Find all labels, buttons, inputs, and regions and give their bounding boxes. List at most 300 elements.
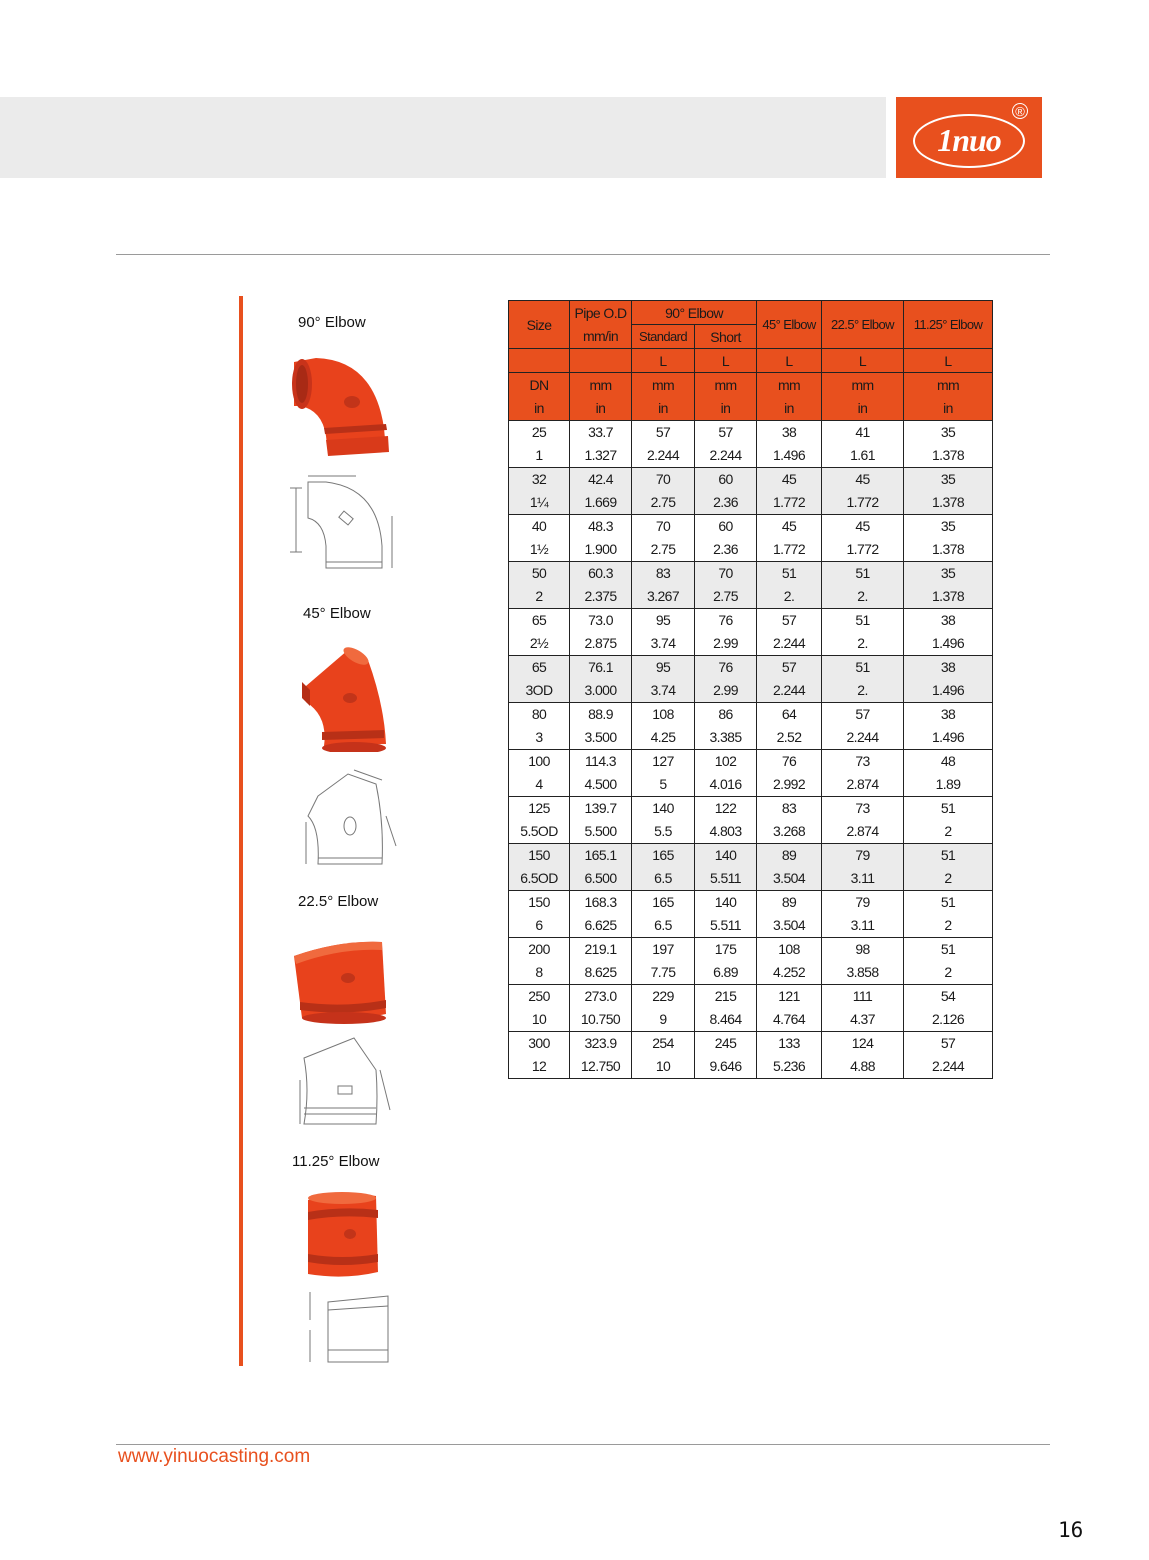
- cell-value: 4.37: [850, 1011, 875, 1027]
- cell-short: [695, 562, 757, 609]
- cell-value: 38: [940, 612, 956, 628]
- cell-value: 48.3: [588, 518, 613, 534]
- cell-value: 60: [718, 471, 733, 487]
- unit-11: [904, 373, 993, 421]
- cell-value: 2.244: [931, 1058, 965, 1074]
- cell-elbow-11: [904, 938, 993, 985]
- unit-mm: mm: [714, 376, 737, 393]
- cell-value: 9: [659, 1011, 667, 1027]
- cell-value: 139.7: [584, 800, 617, 816]
- table-row: [509, 656, 993, 703]
- cell-value: 1.772: [846, 494, 879, 510]
- cell-value: 1½: [529, 541, 549, 557]
- unit-in: in: [534, 399, 544, 416]
- cell-value: 86: [718, 706, 733, 722]
- header-standard: Standard: [632, 325, 695, 349]
- cell-value: 1.496: [931, 635, 965, 651]
- cell-value: 175: [714, 941, 737, 957]
- cell-value: 1.378: [931, 541, 965, 557]
- cell-elbow-45: [757, 750, 822, 797]
- cell-value: 35: [940, 424, 956, 440]
- header-short: Short: [695, 325, 757, 349]
- cell-size: [509, 844, 570, 891]
- unit-size: [509, 373, 570, 421]
- cell-value: 54: [940, 988, 956, 1004]
- cell-value: 60: [718, 518, 733, 534]
- table-row: [509, 703, 993, 750]
- cell-value: 42.4: [588, 471, 613, 487]
- cell-value: 79: [855, 847, 870, 863]
- cell-elbow-11: [904, 421, 993, 468]
- cell-value: 57: [855, 706, 870, 722]
- cell-value: 2.36: [713, 494, 738, 510]
- cell-elbow-45: [757, 938, 822, 985]
- cell-value: 79: [855, 894, 870, 910]
- cell-value: 6: [535, 917, 543, 933]
- cell-value: 8.464: [709, 1011, 742, 1027]
- cell-value: 45: [855, 471, 870, 487]
- cell-elbow-11: [904, 562, 993, 609]
- cell-standard: [632, 703, 695, 750]
- cell-size: [509, 609, 570, 656]
- cell-value: 9.646: [709, 1058, 742, 1074]
- cell-value: 5.511: [710, 917, 741, 933]
- cell-value: 51: [855, 565, 870, 581]
- cell-value: 57: [781, 659, 797, 675]
- header-45-elbow: 45° Elbow: [757, 301, 822, 349]
- cell-value: 2.875: [584, 635, 617, 651]
- cell-standard: [632, 797, 695, 844]
- cell-value: 2.99: [713, 682, 738, 698]
- cell-value: 2.992: [772, 776, 806, 792]
- cell-value: 300: [528, 1035, 550, 1051]
- cell-value: 1.378: [931, 447, 965, 463]
- cell-elbow-22: [822, 656, 904, 703]
- cell-size: [509, 562, 570, 609]
- cell-value: 45: [781, 518, 797, 534]
- cell-value: 3.385: [709, 729, 742, 745]
- cell-size: [509, 797, 570, 844]
- unit-in: in: [784, 399, 794, 416]
- figure-label-45-elbow: 45° Elbow: [303, 605, 371, 622]
- cell-value: 57: [655, 424, 671, 440]
- cell-short: [695, 656, 757, 703]
- cell-value: 2: [944, 870, 952, 886]
- cell-elbow-45: [757, 985, 822, 1032]
- unit-mm: mm: [851, 376, 874, 393]
- website-link[interactable]: www.yinuocasting.com: [118, 1446, 311, 1467]
- cell-value: 51: [855, 659, 870, 675]
- cell-value: 98: [855, 941, 870, 957]
- cell-value: 1: [535, 447, 543, 463]
- cell-value: 1.900: [584, 541, 617, 557]
- cell-standard: [632, 562, 695, 609]
- cell-value: 3.504: [772, 917, 806, 933]
- cell-value: 76: [781, 753, 797, 769]
- cell-elbow-11: [904, 609, 993, 656]
- cell-elbow-22: [822, 938, 904, 985]
- cell-value: 65: [531, 612, 547, 628]
- cell-elbow-22: [822, 797, 904, 844]
- cell-elbow-22: [822, 844, 904, 891]
- cell-value: 57: [718, 424, 733, 440]
- cell-short: [695, 468, 757, 515]
- cell-value: 254: [652, 1035, 674, 1051]
- cell-value: 4: [535, 776, 543, 792]
- cell-value: 108: [652, 706, 674, 722]
- cell-value: 3: [535, 729, 543, 745]
- cell-value: 73: [855, 753, 870, 769]
- cell-value: 76.1: [588, 659, 613, 675]
- cell-value: 38: [940, 706, 956, 722]
- cell-value: 6.500: [584, 870, 617, 886]
- cell-value: 1.772: [772, 494, 806, 510]
- table-row: [509, 1032, 993, 1079]
- cell-value: 51: [781, 565, 797, 581]
- table-row: [509, 938, 993, 985]
- table-row: [509, 844, 993, 891]
- cell-value: 3.11: [850, 917, 875, 933]
- cell-size: [509, 1032, 570, 1079]
- header-l-short: L: [695, 349, 757, 373]
- header-l-standard: L: [632, 349, 695, 373]
- cell-short: [695, 1032, 757, 1079]
- cell-value: 2.244: [772, 682, 806, 698]
- header-l-11: L: [904, 349, 993, 373]
- unit-22: [822, 373, 904, 421]
- cell-pipe-od: [570, 562, 632, 609]
- cell-value: 140: [714, 847, 737, 863]
- cell-value: 2½: [529, 635, 549, 651]
- cell-value: 1.496: [931, 682, 965, 698]
- elbow-90-drawing: [286, 466, 404, 574]
- cell-standard: [632, 468, 695, 515]
- header-empty-od: [570, 349, 632, 373]
- table-row: [509, 468, 993, 515]
- header-pipe-od-unit: mm/in: [582, 327, 619, 344]
- elbow-11-drawing: [302, 1286, 398, 1370]
- cell-value: 140: [652, 800, 674, 816]
- cell-pipe-od: [570, 1032, 632, 1079]
- cell-value: 12: [531, 1058, 547, 1074]
- table-row: [509, 562, 993, 609]
- cell-value: 38: [940, 659, 956, 675]
- cell-value: 2.244: [646, 447, 680, 463]
- cell-standard: [632, 750, 695, 797]
- cell-value: 76: [718, 612, 733, 628]
- cell-value: 8: [535, 964, 543, 980]
- cell-elbow-45: [757, 609, 822, 656]
- elbow-22-photo: [290, 934, 394, 1026]
- cell-standard: [632, 515, 695, 562]
- cell-size: [509, 750, 570, 797]
- cell-elbow-11: [904, 797, 993, 844]
- cell-elbow-22: [822, 750, 904, 797]
- unit-dn: DN: [529, 376, 549, 393]
- cell-value: 3.500: [584, 729, 617, 745]
- cell-value: 51: [940, 941, 956, 957]
- cell-value: 48: [940, 753, 956, 769]
- cell-value: 2.375: [584, 588, 617, 604]
- header-l-45: L: [757, 349, 822, 373]
- cell-elbow-11: [904, 656, 993, 703]
- cell-value: 51: [940, 847, 956, 863]
- cell-value: 35: [940, 471, 956, 487]
- cell-pipe-od: [570, 421, 632, 468]
- cell-elbow-45: [757, 703, 822, 750]
- cell-value: 3.11: [850, 870, 875, 886]
- cell-value: 2.75: [650, 494, 676, 510]
- cell-value: 4.803: [709, 823, 742, 839]
- cell-value: 140: [714, 894, 737, 910]
- cell-value: 4.88: [850, 1058, 875, 1074]
- cell-standard: [632, 985, 695, 1032]
- cell-value: 121: [778, 988, 800, 1004]
- cell-value: 323.9: [584, 1035, 617, 1051]
- cell-value: 38: [781, 424, 797, 440]
- registered-mark: ®: [1012, 103, 1028, 119]
- elbow-22-drawing: [294, 1030, 404, 1130]
- cell-value: 150: [528, 894, 550, 910]
- header-22-elbow: 22.5° Elbow: [822, 301, 904, 349]
- cell-value: 51: [940, 800, 956, 816]
- cell-value: 2.75: [650, 541, 676, 557]
- cell-value: 3.268: [772, 823, 806, 839]
- cell-value: 3.74: [650, 682, 676, 698]
- cell-pipe-od: [570, 703, 632, 750]
- unit-in: in: [857, 399, 868, 416]
- cell-elbow-11: [904, 844, 993, 891]
- cell-value: 1¼: [529, 494, 549, 510]
- cell-value: 4.252: [772, 964, 806, 980]
- cell-value: 1.496: [931, 729, 965, 745]
- cell-value: 70: [718, 565, 733, 581]
- cell-value: 95: [655, 612, 671, 628]
- cell-value: 2.: [857, 588, 868, 604]
- bottom-divider: [116, 1444, 1050, 1445]
- header-11-elbow: 11.25° Elbow: [904, 301, 993, 349]
- cell-value: 2.: [857, 635, 868, 651]
- cell-elbow-22: [822, 985, 904, 1032]
- cell-value: 1.496: [772, 447, 806, 463]
- cell-elbow-45: [757, 562, 822, 609]
- cell-value: 3.267: [646, 588, 680, 604]
- cell-value: 5.5: [654, 823, 672, 839]
- cell-value: 2.75: [713, 588, 738, 604]
- cell-value: 165: [652, 894, 674, 910]
- cell-elbow-45: [757, 656, 822, 703]
- cell-value: 45: [855, 518, 870, 534]
- cell-value: 3.504: [772, 870, 806, 886]
- cell-value: 83: [781, 800, 797, 816]
- cell-value: 6.5OD: [520, 870, 558, 886]
- cell-value: 1.378: [931, 494, 965, 510]
- cell-value: 80: [531, 706, 547, 722]
- cell-size: [509, 421, 570, 468]
- unit-standard: [632, 373, 695, 421]
- cell-value: 2.244: [846, 729, 879, 745]
- cell-value: 65: [531, 659, 547, 675]
- cell-elbow-45: [757, 421, 822, 468]
- cell-value: 250: [528, 988, 550, 1004]
- cell-elbow-11: [904, 985, 993, 1032]
- cell-value: 219.1: [584, 941, 617, 957]
- figure-label-11-elbow: 11.25° Elbow: [292, 1153, 380, 1170]
- cell-size: [509, 938, 570, 985]
- cell-value: 229: [652, 988, 674, 1004]
- cell-pipe-od: [570, 468, 632, 515]
- cell-value: 111: [852, 988, 873, 1004]
- cell-standard: [632, 891, 695, 938]
- cell-pipe-od: [570, 938, 632, 985]
- cell-pipe-od: [570, 609, 632, 656]
- cell-value: 2.: [783, 588, 795, 604]
- table-row: [509, 750, 993, 797]
- cell-value: 2.244: [709, 447, 742, 463]
- table-row: [509, 515, 993, 562]
- cell-elbow-11: [904, 703, 993, 750]
- cell-value: 1.772: [846, 541, 879, 557]
- cell-value: 273.0: [584, 988, 617, 1004]
- header-empty-size: [509, 349, 570, 373]
- header-l-22: L: [822, 349, 904, 373]
- cell-value: 76: [718, 659, 733, 675]
- cell-value: 50: [531, 565, 547, 581]
- cell-size: [509, 703, 570, 750]
- cell-pipe-od: [570, 515, 632, 562]
- cell-value: 168.3: [584, 894, 617, 910]
- cell-value: 25: [531, 424, 547, 440]
- cell-value: 3.000: [584, 682, 617, 698]
- header-band: [0, 97, 886, 178]
- cell-value: 125: [528, 800, 550, 816]
- cell-value: 5.5OD: [520, 823, 558, 839]
- cell-value: 245: [714, 1035, 737, 1051]
- cell-value: 7.75: [650, 964, 676, 980]
- cell-short: [695, 891, 757, 938]
- unit-in: in: [595, 399, 606, 416]
- figure-label-90-elbow: 90° Elbow: [298, 314, 366, 331]
- unit-in: in: [720, 399, 731, 416]
- cell-value: 83: [655, 565, 671, 581]
- cell-value: 2.99: [713, 635, 738, 651]
- cell-size: [509, 515, 570, 562]
- cell-value: 4.016: [709, 776, 742, 792]
- cell-elbow-45: [757, 844, 822, 891]
- cell-value: 1.378: [931, 588, 965, 604]
- cell-value: 41: [855, 424, 870, 440]
- cell-elbow-22: [822, 562, 904, 609]
- cell-value: 108: [778, 941, 800, 957]
- cell-value: 1.327: [584, 447, 617, 463]
- cell-value: 165: [652, 847, 674, 863]
- cell-value: 70: [655, 471, 671, 487]
- cell-value: 1.772: [772, 541, 806, 557]
- elbow-11-photo: [300, 1190, 384, 1280]
- cell-value: 70: [655, 518, 671, 534]
- cell-short: [695, 703, 757, 750]
- cell-value: 40: [531, 518, 547, 534]
- cell-standard: [632, 844, 695, 891]
- cell-short: [695, 797, 757, 844]
- cell-value: 2: [944, 823, 952, 839]
- cell-elbow-45: [757, 891, 822, 938]
- cell-pipe-od: [570, 797, 632, 844]
- cell-value: 102: [714, 753, 737, 769]
- cell-value: 3OD: [525, 682, 553, 698]
- cell-value: 2.: [857, 682, 868, 698]
- cell-elbow-22: [822, 609, 904, 656]
- cell-pipe-od: [570, 985, 632, 1032]
- cell-value: 5.236: [772, 1058, 806, 1074]
- cell-value: 4.500: [584, 776, 617, 792]
- cell-value: 100: [528, 753, 550, 769]
- elbow-45-photo: [294, 646, 396, 752]
- cell-short: [695, 844, 757, 891]
- cell-elbow-22: [822, 515, 904, 562]
- cell-elbow-11: [904, 891, 993, 938]
- page-number: 16: [1058, 1518, 1084, 1542]
- cell-value: 12.750: [580, 1058, 621, 1074]
- cell-value: 2.874: [846, 776, 879, 792]
- cell-value: 5.500: [584, 823, 617, 839]
- cell-value: 1.89: [935, 776, 961, 792]
- table-row: [509, 985, 993, 1032]
- cell-value: 2: [535, 588, 543, 604]
- cell-standard: [632, 938, 695, 985]
- cell-value: 32: [531, 471, 547, 487]
- elbow-spec-table: [508, 300, 993, 1079]
- elbow-45-drawing: [298, 766, 404, 870]
- cell-value: 57: [940, 1035, 956, 1051]
- cell-elbow-11: [904, 1032, 993, 1079]
- cell-elbow-22: [822, 1032, 904, 1079]
- unit-mm: mm: [589, 376, 612, 393]
- cell-standard: [632, 1032, 695, 1079]
- cell-value: 133: [778, 1035, 800, 1051]
- cell-value: 10: [655, 1058, 671, 1074]
- cell-elbow-45: [757, 515, 822, 562]
- cell-size: [509, 656, 570, 703]
- cell-value: 2: [944, 917, 952, 933]
- header-pipe-od: [570, 301, 632, 349]
- cell-value: 2.874: [846, 823, 879, 839]
- header-90-elbow: 90° Elbow: [632, 301, 757, 325]
- cell-standard: [632, 609, 695, 656]
- cell-pipe-od: [570, 891, 632, 938]
- unit-mm: mm: [777, 376, 801, 393]
- cell-elbow-11: [904, 468, 993, 515]
- cell-value: 73: [855, 800, 870, 816]
- cell-value: 114.3: [585, 753, 616, 769]
- cell-pipe-od: [570, 844, 632, 891]
- cell-value: 88.9: [588, 706, 613, 722]
- cell-value: 200: [528, 941, 550, 957]
- cell-elbow-22: [822, 468, 904, 515]
- cell-pipe-od: [570, 656, 632, 703]
- cell-value: 122: [714, 800, 737, 816]
- cell-value: 3.858: [846, 964, 879, 980]
- cell-value: 45: [781, 471, 797, 487]
- cell-value: 2.52: [776, 729, 802, 745]
- header-pipe-od-label: Pipe O.D: [574, 304, 627, 321]
- cell-size: [509, 468, 570, 515]
- cell-short: [695, 985, 757, 1032]
- cell-value: 64: [781, 706, 797, 722]
- cell-value: 57: [781, 612, 797, 628]
- cell-short: [695, 515, 757, 562]
- table-row: [509, 797, 993, 844]
